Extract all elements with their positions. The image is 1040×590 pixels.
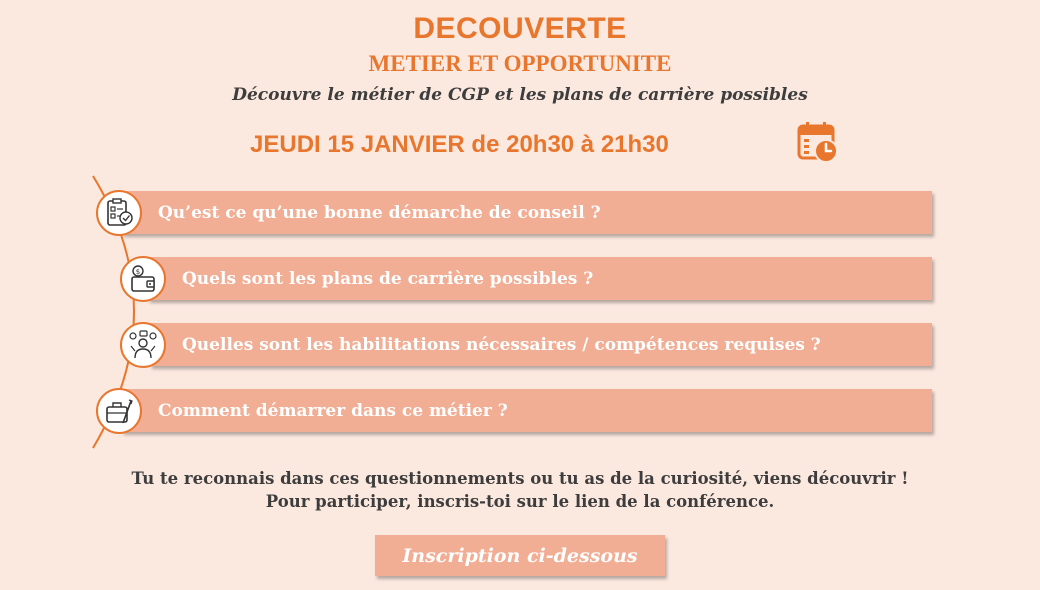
closing-line-1: Tu te reconnais dans ces questionnements ou tu as de la curiosité, viens découvrir !: [131, 469, 909, 488]
calendar-clock-icon: [796, 120, 840, 164]
closing-line-2: Pour participer, inscris-toi sur le lien de la conférence.: [265, 492, 775, 511]
tagline: Découvre le métier de CGP et les plans de carrière possibles: [232, 85, 808, 105]
briefcase-icon: [96, 388, 142, 434]
registration-button[interactable]: Inscription ci-dessous: [375, 535, 665, 576]
page-title: DECOUVERTE: [413, 12, 627, 45]
question-item-1: [122, 191, 932, 234]
page-subtitle: METIER ET OPPORTUNITE: [368, 51, 672, 76]
question-label: Quelles sont les habilitations nécessaires / compétences requises ?: [182, 334, 821, 355]
question-item-3: [150, 323, 932, 366]
question-item-2: [148, 257, 932, 300]
question-label: Quels sont les plans de carrière possibles ?: [182, 268, 594, 289]
question-item-4: [122, 389, 932, 432]
question-label: Qu’est ce qu’une bonne démarche de conseil ?: [158, 202, 601, 223]
wallet-money-icon: [120, 256, 166, 302]
person-skills-icon: [120, 322, 166, 368]
question-label: Comment démarrer dans ce métier ?: [158, 400, 508, 421]
event-date: JEUDI 15 JANVIER de 20h30 à 21h30: [250, 131, 669, 158]
svg-text:$: $: [135, 268, 141, 276]
checklist-icon: [96, 190, 142, 236]
